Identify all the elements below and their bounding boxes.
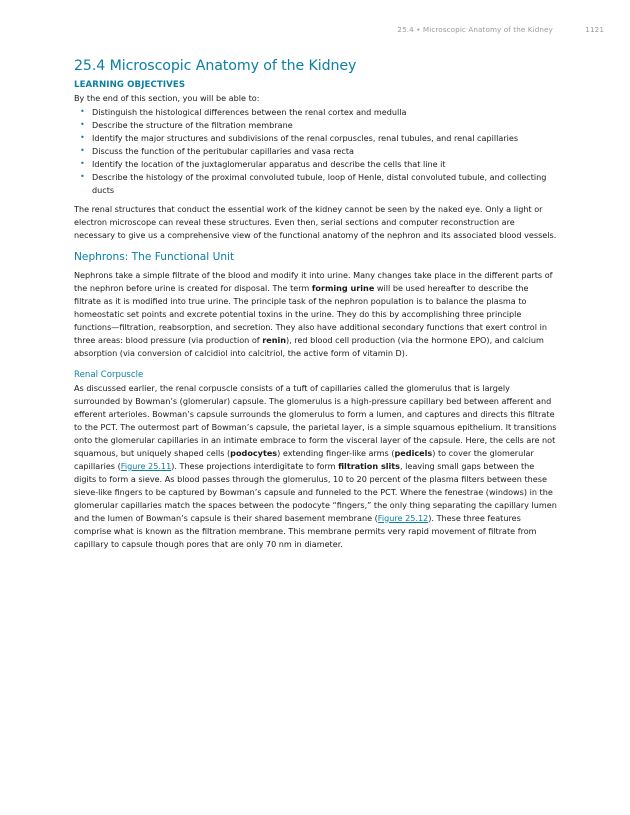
nephrons-heading: Nephrons: The Functional Unit [74, 251, 235, 264]
running-header-section: 25.4 • Microscopic Anatomy of the Kidney [397, 25, 553, 34]
renal-corpuscle-heading: Renal Corpuscle [74, 370, 144, 381]
key-term-forming-urine: forming urine [311, 283, 375, 294]
text-run: ) to cover the glomerular capillaries ( [74, 447, 534, 471]
text-run: As discussed earlier, the renal corpuscle consists of a tuft of capillaries called the glomerulus that is largely surrounded by Bowman’s (glomerular) capsule. The glomerulus is a high-pressure capillary bed between afferent and efferent arterioles. Bowman’s capsule surrounds the glomerulus to form a lumen, and captures and directs this filtrate to the PCT. The outermost part of Bowman’s capsule, the parietal layer, is a simple squamous epithelium. It transitions onto the glomerular capillaries in an intimate embrace to form the visceral layer of the capsule. Here, the cells are not squamous, but uniquely shaped cells ( [74, 383, 557, 458]
learning-objectives [74, 79, 558, 197]
objective-item: • Describe the structure of the filtration membrane [74, 119, 558, 132]
key-term-podocytes: podocytes [230, 447, 278, 458]
text-run: ), red blood cell production (via the hormone EPO), and calcium absorption (via conversion of calcidiol into calcitriol, the active form of vitamin D). [74, 335, 544, 359]
text-run: ) extending finger-like arms ( [277, 447, 395, 458]
key-term-renin: renin [262, 335, 286, 346]
text-run: Nephrons take a simple filtrate of the blood and modify it into urine. Many changes take place in the different parts of the nephron before urine is created for disposal. The term [74, 270, 553, 294]
text-run: , leaving small gaps between the digits to form a sieve. As blood passes through the glomerulus, 10 to 20 percent of the plasma filters between these sieve-like fingers to be captured by Bowman’s capsule and funneled to the PCT. Where the fenestrae (windows) in the glomerular capillaries match the spaces between the podocyte “fingers,” the only thing separating the capillary lumen and the lumen of Bowman’s capsule is their shared basement membrane ( [74, 460, 557, 523]
learning-objectives-heading: LEARNING OBJECTIVES [74, 80, 186, 90]
key-term-filtration-slits: filtration slits [338, 460, 400, 471]
figure-25-12-link[interactable]: Figure 25.12 [377, 512, 429, 523]
renal-corpuscle-paragraph [74, 382, 558, 550]
nephrons-paragraph [74, 269, 558, 360]
page-content [74, 58, 558, 551]
objective-item: • Identify the location of the juxtaglomerular apparatus and describe the cells that line it [74, 158, 558, 171]
key-term-pedicels: pedicels [394, 447, 433, 458]
page-number: 1121 [585, 25, 604, 34]
section-title: 25.4 Microscopic Anatomy of the Kidney [74, 58, 357, 74]
text-run: will be used hereafter to describe the filtrate as it is modified into true urine. The principle task of the nephron population is to balance the plasma to homeostatic set points and excrete potential toxins in the urine. They do this by accomplishing three principle functions—filtration, reabsorption, and secretion. They also have additional secondary functions that exert control in three areas: blood pressure (via production of [74, 283, 547, 346]
objectives-list [74, 106, 558, 197]
text-run: ). These three features comprise what is known as the filtration membrane. This membrane permits very rapid movement of filtrate from capillary to capsule though pores that are only 70 nm in diameter. [74, 512, 537, 549]
objective-item: • Discuss the function of the peritubular capillaries and vasa recta [74, 145, 558, 158]
objective-item: • Distinguish the histological differences between the renal cortex and medulla [74, 106, 558, 119]
objective-item: • Identify the major structures and subdivisions of the renal corpuscles, renal tubules, and renal capillaries [74, 132, 558, 145]
text-run: ). These projections interdigitate to form [171, 460, 339, 471]
running-header [397, 25, 604, 34]
learning-objectives-intro: By the end of this section, you will be able to: [74, 93, 260, 103]
figure-25-11-link[interactable]: Figure 25.11 [120, 460, 172, 471]
intro-paragraph: The renal structures that conduct the essential work of the kidney cannot be seen by the naked eye. Only a light or electron microscope can reveal these structures. Even then, serial sections and computer reconstruction are necessary to give us a comprehensive view of the functional anatomy of the nephron and its associated blood vessels. [74, 203, 557, 240]
objective-item: • Describe the histology of the proximal convoluted tubule, loop of Henle, distal convoluted tubule, and collecting ducts [74, 171, 558, 197]
